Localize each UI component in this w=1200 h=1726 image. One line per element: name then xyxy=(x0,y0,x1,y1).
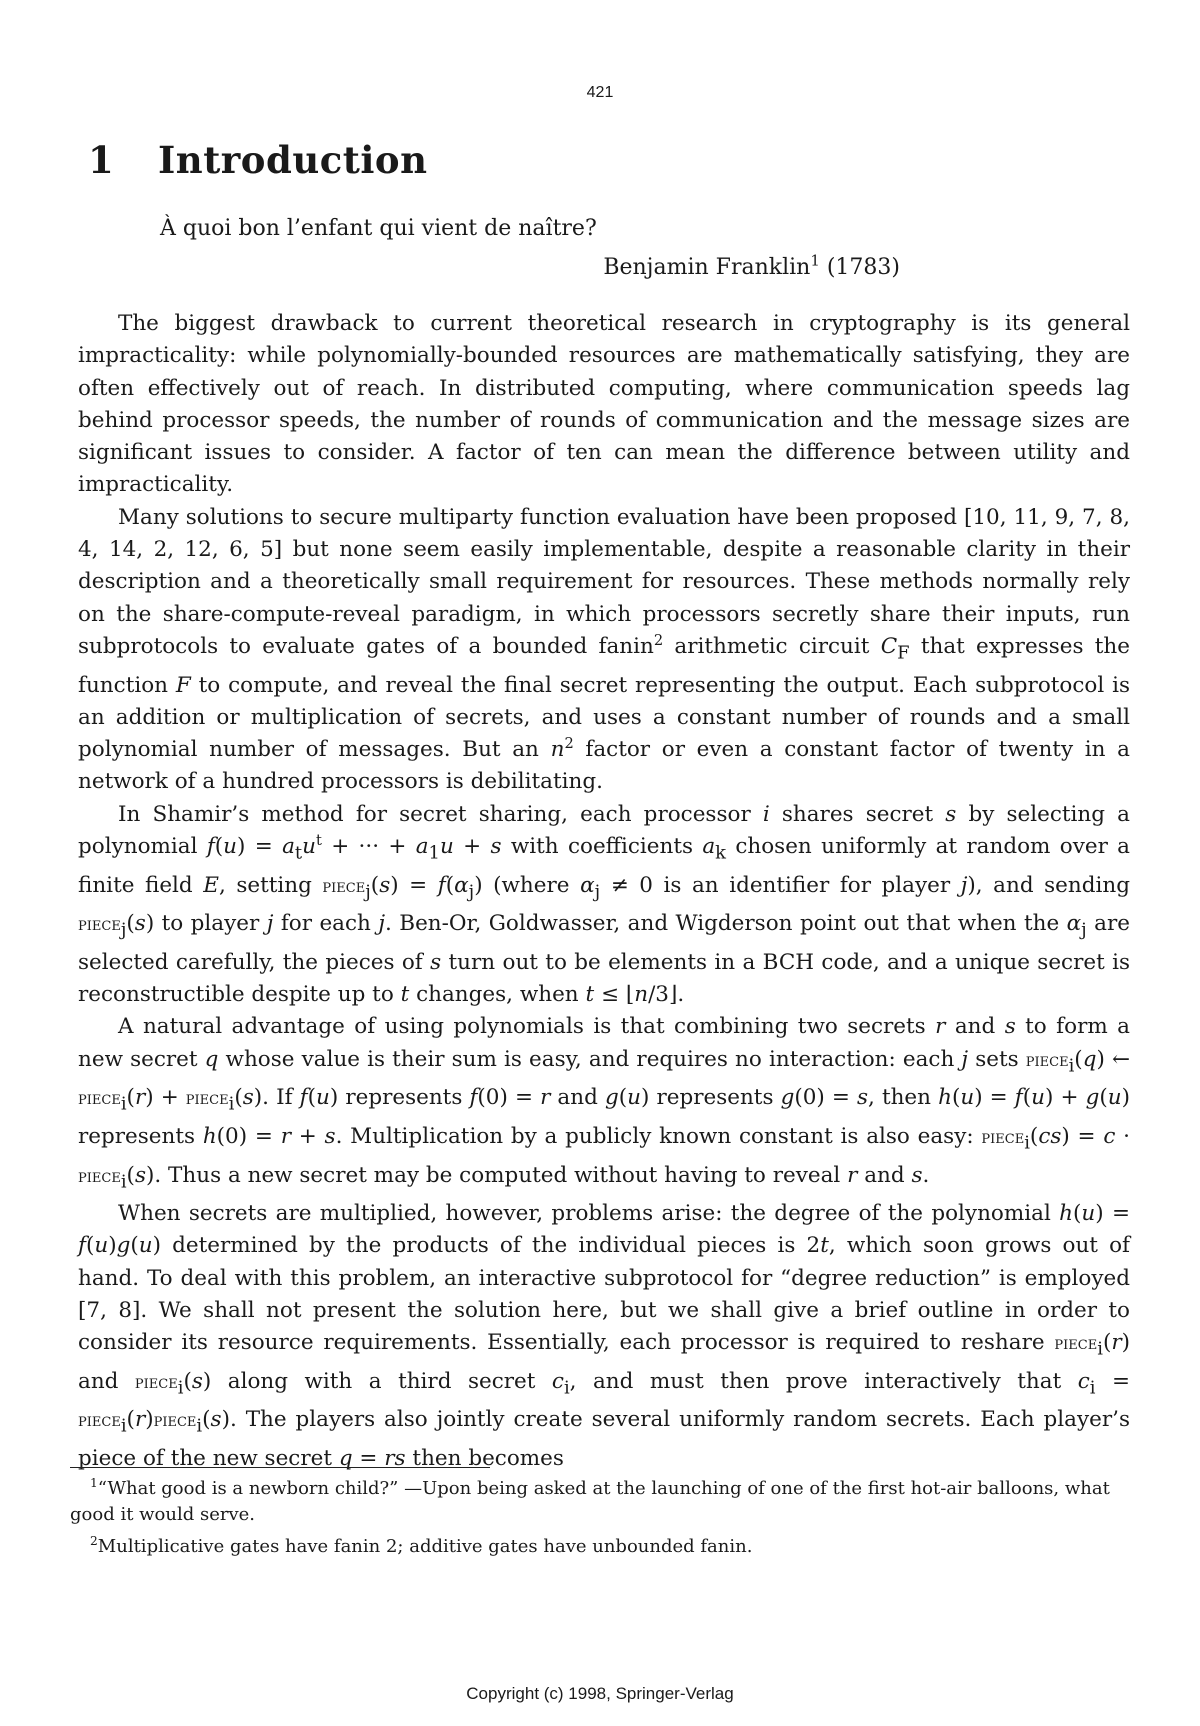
copyright-notice: Copyright (c) 1998, Springer-Verlag xyxy=(466,1684,734,1703)
paragraph: A natural advantage of using polynomials is that combining two secrets r and s to form a new secret q whose value is their sum is easy, and requires no interaction: each j sets piece$_i$(q) ← piece$_i$(r) + piece$_i$(s). If f(u) represents f(0) = r and g(u) represents g(0) = s, then h(u) = f(u) + g(u) represents h(0) = r + s. Multiplication by a publicly known constant is also easy: piece$_i$(cs) = c · piece$_i$(s). Thus a new secret may be computed without having to reveal r and s. xyxy=(78,1014,1130,1192)
epigraph-year: (1783) xyxy=(826,255,900,280)
paragraph: In Shamir’s method for secret sharing, each processor i shares secret s by selecting a polynomial $f(u) = a_tu^t$ + ··· + $a_1u + s$ with coefficients $a_k$ chosen uniformly at random over a finite field E, setting piece$_j$(s) = $f(\alpha_j)$ (where $\alpha_j \ne 0$ is an identifier for player j), and sending piece$_j$(s) to player j for each j. Ben-Or, Goldwasser, and Wigderson point out that when the $\alpha_j$ are selected carefully, the pieces of s turn out to be elements in a BCH code, and a unique secret is reconstructible despite up to t changes, when t ≤ ⌊n/3⌋. xyxy=(78,801,1131,1008)
footnotes xyxy=(70,1476,1130,1566)
paragraph: The biggest drawback to current theoretical research in cryptography is its general impracticality: while polynomially-bounded resources are mathematically satisfying, they are often effectively out of reach. In distributed computing, where communication speeds lag behind processor speeds, the number of rounds of communication and the message sizes are significant issues to consider. A factor of ten can mean the difference between utility and impracticality. xyxy=(78,311,1130,498)
epigraph-author: Benjamin Franklin xyxy=(603,255,811,280)
epigraph-attribution xyxy=(603,251,900,280)
footnote-ref: 1 xyxy=(810,251,820,270)
footnote xyxy=(70,1534,1130,1560)
section-number: 1 xyxy=(88,138,115,182)
page-number: 421 xyxy=(586,84,614,101)
paragraph: Many solutions to secure multiparty function evaluation have been proposed [10, 11, 9, 7, 8, 4, 14, 2, 12, 6, 5] but none seem easily implementable, despite a reasonable clarity in their description and a theoretically small requirement for resources. These methods normally rely on the share-compute-reveal paradigm, in which processors secretly share their inputs, run subprotocols to evaluate gates of a bounded fanin$^2$ arithmetic circuit $C_F$ that expresses the function F to compute, and reveal the final secret representing the output. Each subprotocol is an addition or multiplication of secrets, and uses a constant number of rounds and a small polynomial number of messages. But an $n^2$ factor or even a constant factor of twenty in a network of a hundred processors is debilitating. xyxy=(78,504,1130,795)
footnote-rule xyxy=(70,1467,490,1468)
body-text xyxy=(78,308,1130,1475)
footnote-text: Multiplicative gates have fanin 2; additive gates have unbounded fanin. xyxy=(97,1536,753,1557)
section-heading xyxy=(88,138,428,182)
section-title: Introduction xyxy=(158,138,428,182)
footnote-text: “What good is a newborn child?” —Upon being asked at the launching of one of the first hot-air balloons, what good it would serve. xyxy=(70,1478,1110,1525)
footnote-mark: 2 xyxy=(90,1534,98,1548)
footnote-mark: 1 xyxy=(90,1476,98,1490)
footnote xyxy=(70,1476,1130,1528)
paragraph: When secrets are multiplied, however, problems arise: the degree of the polynomial h(u) = f(u)g(u) determined by the products of the individual pieces is 2t, which soon grows out of hand. To deal with this problem, an interactive subprotocol for “degree reduction” is employed [7, 8]. We shall not present the solution here, but we shall give a brief outline in order to consider its resource requirements. Essentially, each processor is required to reshare piece$_i$(r) and piece$_i$(s) along with a third secret $c_i$, and must then prove interactively that $c_i$ = piece$_i$(r)piece$_i$(s). The players also jointly create several uniformly random secrets. Each player’s piece of the new secret q = rs then becomes xyxy=(78,1201,1131,1472)
epigraph-quote: À quoi bon l’enfant qui vient de naître? xyxy=(160,216,597,241)
